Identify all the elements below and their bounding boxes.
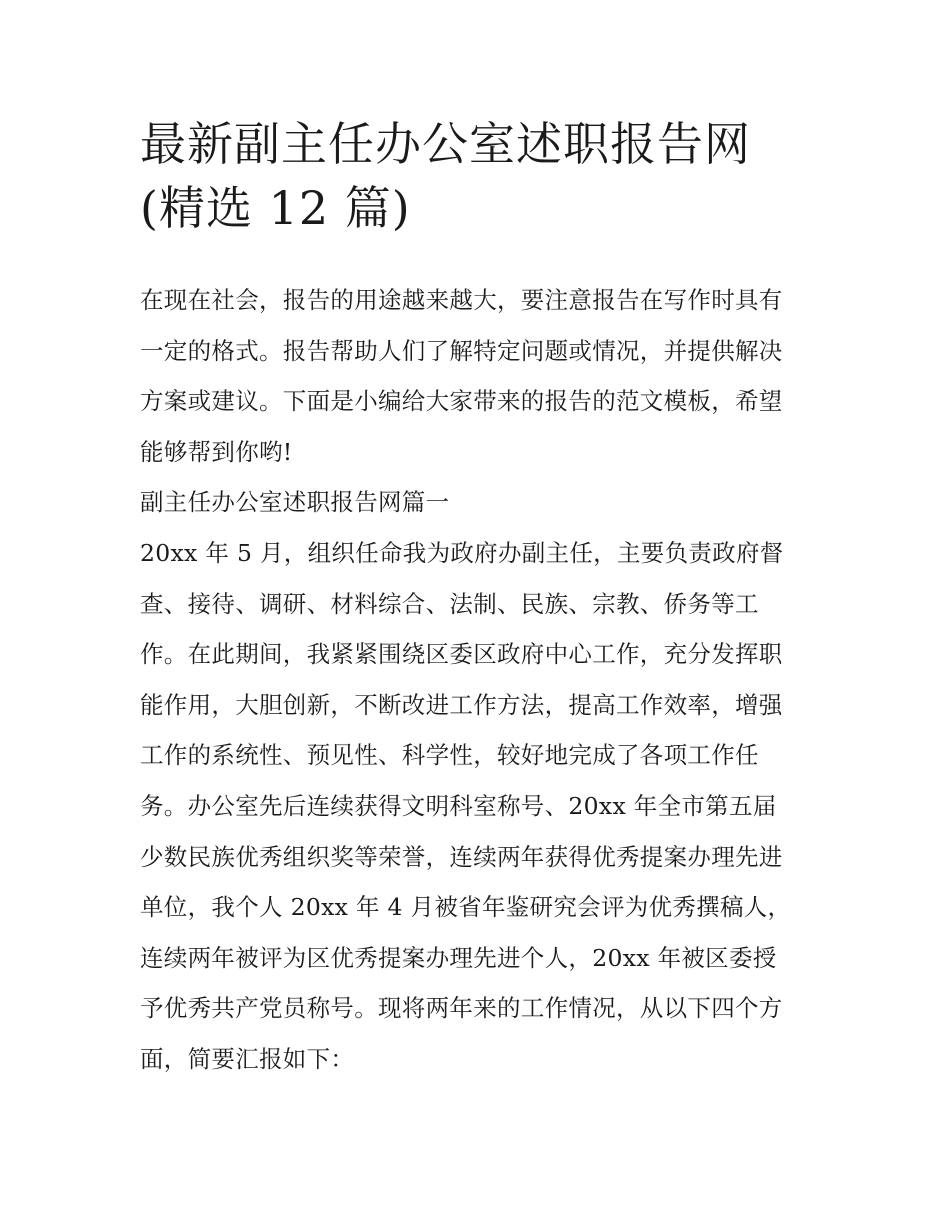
intro-line: 方案或建议。下面是小编给大家带来的报告的范文模板，希望 — [140, 387, 783, 416]
paragraph-line: 连续两年被评为区优秀提案办理先进个人，20xx 年被区委授 — [140, 943, 777, 972]
intro-line: 在现在社会，报告的用途越来越大，要注意报告在写作时具有 — [140, 286, 783, 314]
document-body — [140, 280, 820, 1090]
paragraph-line: 工作的系统性、预见性、科学性，较好地完成了各项工作任 — [140, 741, 759, 770]
paragraph-line: 单位，我个人 20xx 年 4 月被省年鉴研究会评为优秀撰稿人， — [140, 893, 792, 922]
title-line: 最新副主任办公室述职报告网 — [140, 117, 751, 171]
paragraph-line: 作。在此期间，我紧紧围绕区委区政府中心工作，充分发挥职 — [140, 640, 783, 669]
document-title — [140, 112, 820, 240]
paragraph-line: 面，简要汇报如下： — [140, 1044, 355, 1073]
title-line: (精选 12 篇) — [140, 181, 411, 235]
paragraph-line: 务。办公室先后连续获得文明科室称号、20xx 年全市第五届 — [140, 791, 777, 820]
paragraph-line: 予优秀共产党员称号。现将两年来的工作情况，从以下四个方 — [140, 994, 783, 1023]
intro-line: 一定的格式。报告帮助人们了解特定问题或情况，并提供解决 — [140, 336, 783, 365]
paragraph-line: 查、接待、调研、材料综合、法制、民族、宗教、侨务等工 — [140, 589, 759, 618]
section-heading: 副主任办公室述职报告网篇一 — [140, 488, 450, 517]
intro-line: 能够帮到你哟! — [140, 437, 293, 466]
paragraph-line: 能作用，大胆创新，不断改进工作方法，提高工作效率，增强 — [140, 690, 783, 719]
paragraph-line: 少数民族优秀组织奖等荣誉，连续两年获得优秀提案办理先进 — [140, 842, 783, 871]
paragraph-line: 20xx 年 5 月，组织任命我为政府办副主任，主要负责政府督 — [140, 538, 784, 567]
